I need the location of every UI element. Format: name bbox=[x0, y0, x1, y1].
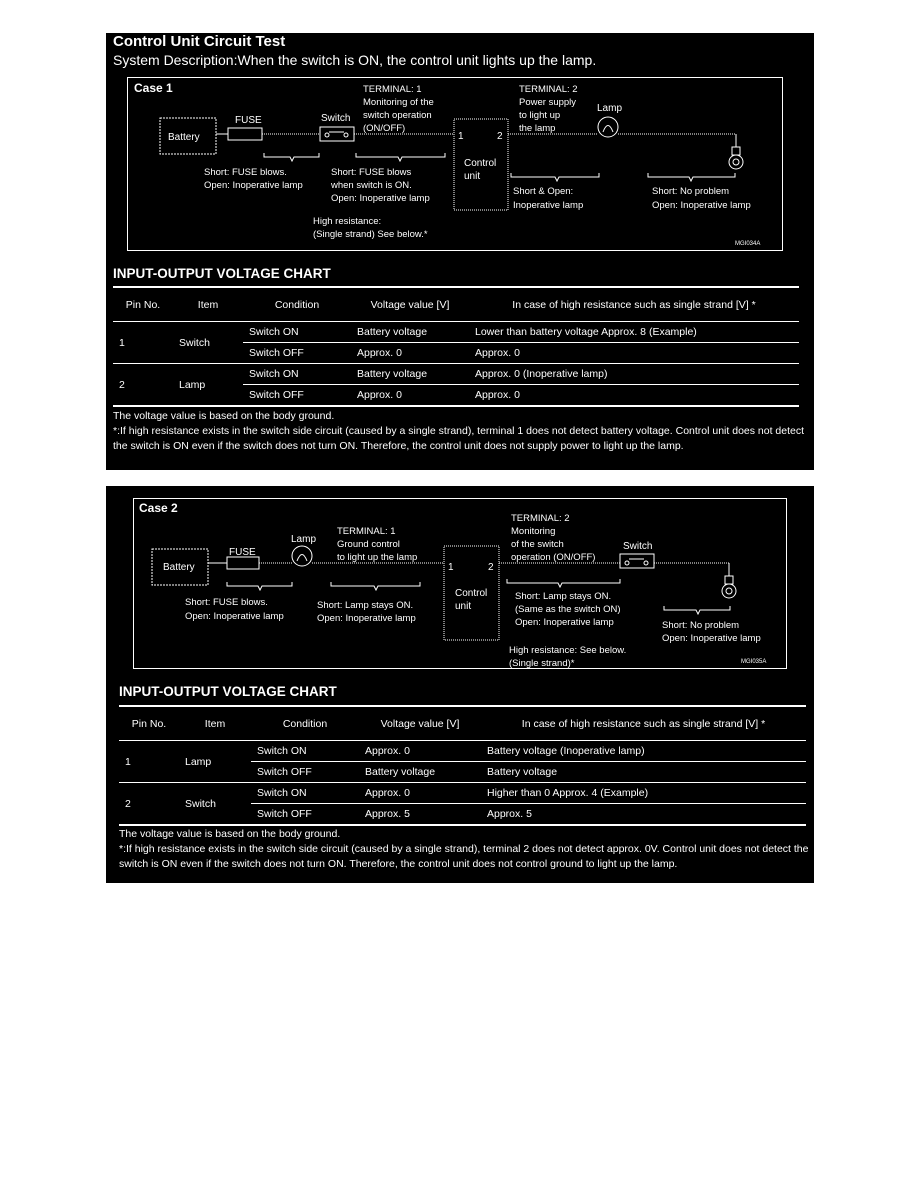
case2-label: Case 2 bbox=[139, 501, 178, 515]
condition-cell: Switch OFF bbox=[243, 343, 351, 364]
voltage-cell: Approx. 0 bbox=[359, 741, 481, 762]
lamp-label: Lamp bbox=[597, 103, 623, 114]
col-item: Item bbox=[179, 706, 251, 741]
high-resistance-cell: Approx. 0 bbox=[469, 343, 799, 364]
case1-voltage-table bbox=[113, 286, 799, 407]
lamp-label: Lamp bbox=[291, 534, 317, 545]
case1-note-fuse-1: Short: FUSE blows. bbox=[204, 167, 287, 178]
case2-diagram-code: MGI035A bbox=[741, 659, 767, 665]
case2-note-high-1: High resistance: See below. bbox=[509, 645, 627, 656]
switch-label: Switch bbox=[321, 113, 351, 124]
col-condition: Condition bbox=[243, 287, 351, 322]
voltage-cell: Approx. 5 bbox=[359, 804, 481, 826]
case1-terminal2-l2: Power supply bbox=[519, 97, 577, 108]
switch-symbol bbox=[620, 554, 654, 568]
case1-note-lamp-2: Inoperative lamp bbox=[513, 200, 584, 211]
voltage-cell: Approx. 0 bbox=[359, 783, 481, 804]
high-resistance-cell: Approx. 5 bbox=[481, 804, 806, 826]
case1-label: Case 1 bbox=[134, 81, 173, 95]
col-voltage: Voltage value [V] bbox=[359, 706, 481, 741]
table-row bbox=[113, 364, 799, 385]
case1-note-high-resistance: *:If high resistance exists in the switch side circuit (caused by a single strand), terminal 1 does not detect battery voltage. Control unit does not detect the switch is ON even if the switch does not turn ON. Therefore, the control unit does not supply power to light up the lamp. bbox=[113, 425, 805, 452]
pin-cell: 2 bbox=[113, 364, 173, 407]
case2-panel bbox=[106, 486, 814, 883]
condition-cell: Switch ON bbox=[243, 322, 351, 343]
case2-terminal1-l3: to light up the lamp bbox=[337, 552, 418, 563]
col-voltage: Voltage value [V] bbox=[351, 287, 469, 322]
pin-cell: 1 bbox=[119, 741, 179, 783]
case1-note-switch-1: Short: FUSE blows bbox=[331, 167, 412, 178]
case2-note-switch-3: Open: Inoperative lamp bbox=[515, 617, 614, 628]
case2-note-high-resistance: *:If high resistance exists in the switch side circuit (caused by a single strand), terminal 2 does not detect approx. 0V. Control unit does not detect the switch is ON even if the switch does not turn ON. Therefore, the control unit does not control ground to light up the lamp. bbox=[119, 843, 809, 870]
case2-terminal2-l4: operation (ON/OFF) bbox=[511, 552, 596, 563]
pin2-label: 2 bbox=[488, 562, 494, 573]
system-description: System Description:When the switch is ON, the control unit lights up the lamp. bbox=[113, 52, 597, 68]
fuse-symbol bbox=[228, 128, 262, 140]
case1-note-ground-2: Open: Inoperative lamp bbox=[652, 200, 751, 211]
case1-note-ground-1: Short: No problem bbox=[652, 186, 730, 197]
condition-cell: Switch OFF bbox=[251, 804, 359, 826]
condition-cell: Switch ON bbox=[251, 741, 359, 762]
control-unit-label-1: Control bbox=[455, 588, 488, 599]
case2-note-high-2: (Single strand)* bbox=[509, 658, 575, 669]
page-title: Control Unit Circuit Test bbox=[113, 33, 286, 50]
ground-symbol bbox=[722, 584, 736, 598]
condition-cell: Switch ON bbox=[251, 783, 359, 804]
case2-note-ground-reference: The voltage value is based on the body ground. bbox=[119, 828, 341, 840]
voltage-cell: Battery voltage bbox=[351, 364, 469, 385]
case2-notes bbox=[119, 827, 809, 872]
case2-terminal2-l2: Monitoring bbox=[511, 526, 556, 537]
col-high-resistance: In case of high resistance such as single strand [V] * bbox=[469, 287, 799, 322]
case1-note-switch-3: Open: Inoperative lamp bbox=[331, 193, 430, 204]
case2-terminal2-l1: TERMINAL: 2 bbox=[511, 513, 570, 524]
item-cell: Switch bbox=[173, 322, 243, 364]
battery-label: Battery bbox=[168, 132, 200, 143]
case1-terminal2-l4: the lamp bbox=[519, 123, 556, 134]
case2-terminal2-l3: of the switch bbox=[511, 539, 564, 550]
lamp-symbol bbox=[292, 546, 312, 566]
table-row bbox=[119, 741, 806, 762]
control-unit-label-2: unit bbox=[464, 171, 481, 182]
case1-terminal1-l2: Monitoring of the bbox=[363, 97, 434, 108]
col-item: Item bbox=[173, 287, 243, 322]
fuse-symbol bbox=[227, 557, 259, 569]
condition-cell: Switch OFF bbox=[243, 385, 351, 407]
case1-panel bbox=[106, 33, 814, 470]
pin2-label: 2 bbox=[497, 131, 503, 142]
high-resistance-cell: Higher than 0 Approx. 4 (Example) bbox=[481, 783, 806, 804]
case2-note-ground-1: Short: No problem bbox=[662, 620, 740, 631]
case2-circuit-svg bbox=[133, 498, 787, 669]
col-high-resistance: In case of high resistance such as single strand [V] * bbox=[481, 706, 806, 741]
control-unit-label-1: Control bbox=[464, 158, 497, 169]
case1-note-lamp-1: Short & Open: bbox=[513, 186, 574, 197]
ground-symbol bbox=[729, 155, 743, 169]
case2-diagram bbox=[133, 498, 787, 669]
case1-diagram bbox=[127, 77, 783, 251]
case2-terminal1-l2: Ground control bbox=[337, 539, 400, 550]
case2-note-ground-2: Open: Inoperative lamp bbox=[662, 633, 761, 644]
voltage-cell: Approx. 0 bbox=[351, 343, 469, 364]
case2-note-switch-2: (Same as the switch ON) bbox=[515, 604, 621, 615]
case1-notes bbox=[113, 409, 809, 454]
case2-chart-title: INPUT-OUTPUT VOLTAGE CHART bbox=[119, 684, 337, 699]
table-row bbox=[113, 322, 799, 343]
case1-note-high-1: High resistance: bbox=[313, 216, 382, 227]
case1-chart-title: INPUT-OUTPUT VOLTAGE CHART bbox=[113, 266, 331, 281]
case1-note-fuse-2: Open: Inoperative lamp bbox=[204, 180, 303, 191]
case1-diagram-code: MGI034A bbox=[735, 241, 761, 247]
condition-cell: Switch ON bbox=[243, 364, 351, 385]
case1-note-switch-2: when switch is ON. bbox=[331, 180, 412, 191]
case1-circuit-svg bbox=[127, 77, 783, 251]
case1-terminal2-l1: TERMINAL: 2 bbox=[519, 84, 578, 95]
voltage-cell: Battery voltage bbox=[359, 762, 481, 783]
control-unit-label-2: unit bbox=[455, 601, 472, 612]
case2-note-lamp-2: Open: Inoperative lamp bbox=[317, 613, 416, 624]
condition-cell: Switch OFF bbox=[251, 762, 359, 783]
case2-note-fuse-1: Short: FUSE blows. bbox=[185, 597, 268, 608]
case1-terminal1-l1: TERMINAL: 1 bbox=[363, 84, 422, 95]
lamp-symbol bbox=[598, 117, 618, 137]
col-pin: Pin No. bbox=[113, 287, 173, 322]
battery-label: Battery bbox=[163, 562, 195, 573]
fuse-label: FUSE bbox=[229, 547, 256, 558]
fuse-label: FUSE bbox=[235, 115, 262, 126]
case1-note-high-2: (Single strand) See below.* bbox=[313, 229, 428, 240]
pin1-label: 1 bbox=[458, 131, 464, 142]
voltage-cell: Approx. 0 bbox=[351, 385, 469, 407]
case2-note-lamp-1: Short: Lamp stays ON. bbox=[317, 600, 414, 611]
high-resistance-cell: Approx. 0 (Inoperative lamp) bbox=[469, 364, 799, 385]
case1-terminal1-l4: (ON/OFF) bbox=[363, 123, 406, 134]
high-resistance-cell: Battery voltage bbox=[481, 762, 806, 783]
col-condition: Condition bbox=[251, 706, 359, 741]
item-cell: Lamp bbox=[179, 741, 251, 783]
switch-label: Switch bbox=[623, 541, 653, 552]
pin1-label: 1 bbox=[448, 562, 454, 573]
pin-cell: 2 bbox=[119, 783, 179, 826]
case1-terminal1-l3: switch operation bbox=[363, 110, 432, 121]
item-cell: Lamp bbox=[173, 364, 243, 407]
item-cell: Switch bbox=[179, 783, 251, 826]
table-row bbox=[119, 783, 806, 804]
case2-terminal1-l1: TERMINAL: 1 bbox=[337, 526, 396, 537]
high-resistance-cell: Lower than battery voltage Approx. 8 (Example) bbox=[469, 322, 799, 343]
case2-note-fuse-2: Open: Inoperative lamp bbox=[185, 611, 284, 622]
case1-note-ground-reference: The voltage value is based on the body ground. bbox=[113, 410, 335, 422]
case2-voltage-table bbox=[119, 705, 806, 826]
case2-note-switch-1: Short: Lamp stays ON. bbox=[515, 591, 612, 602]
high-resistance-cell: Battery voltage (Inoperative lamp) bbox=[481, 741, 806, 762]
case1-terminal2-l3: to light up bbox=[519, 110, 561, 121]
col-pin: Pin No. bbox=[119, 706, 179, 741]
high-resistance-cell: Approx. 0 bbox=[469, 385, 799, 407]
voltage-cell: Battery voltage bbox=[351, 322, 469, 343]
pin-cell: 1 bbox=[113, 322, 173, 364]
